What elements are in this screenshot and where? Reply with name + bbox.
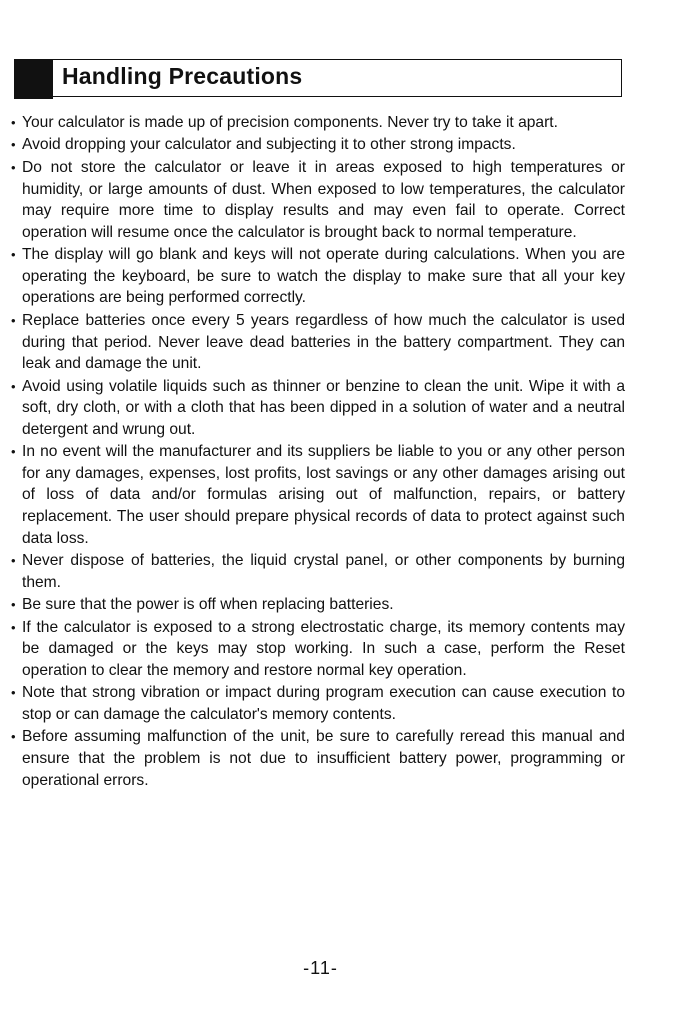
precaution-text: Be sure that the power is off when replacing batteries.	[22, 596, 394, 614]
precautions-list	[11, 112, 625, 792]
bullet-icon: •	[11, 312, 16, 328]
precaution-item	[11, 310, 625, 375]
bullet-icon: •	[11, 553, 16, 569]
section-title: Handling Precautions	[62, 63, 303, 89]
precaution-text: Before assuming malfunction of the unit, be sure to carefully reread this manual and ensure that the problem is not due to insufficient battery power, programming or operational errors.	[22, 728, 625, 789]
precaution-item	[11, 376, 625, 441]
precaution-text: Avoid dropping your calculator and subjecting it to other strong impacts.	[22, 136, 516, 154]
precaution-text: Note that strong vibration or impact during program execution can cause execution to stop or can damage the calculator's memory contents.	[22, 684, 625, 723]
precaution-item	[11, 441, 625, 549]
bullet-icon: •	[11, 729, 16, 745]
bullet-icon: •	[11, 159, 16, 175]
bullet-icon: •	[11, 597, 16, 613]
bullet-icon: •	[11, 137, 16, 153]
precaution-text: If the calculator is exposed to a strong electrostatic charge, its memory contents may be damaged or the keys may stop working. In such a case, perform the Reset operation to clear the memory and restore normal key operation.	[22, 618, 625, 679]
precaution-text: Avoid using volatile liquids such as thinner or benzine to clean the unit. Wipe it with a soft, dry cloth, or with a cloth that has been dipped in a solution of water and a neutral detergent and wrung out.	[22, 377, 625, 438]
precaution-item	[11, 550, 625, 593]
precaution-text: Replace batteries once every 5 years regardless of how much the calculator is used during that period. Never leave dead batteries in the battery compartment. They can leak and damage the unit.	[22, 311, 625, 373]
bullet-icon: •	[11, 444, 16, 460]
precaution-item	[11, 244, 625, 309]
precaution-text: Never dispose of batteries, the liquid crystal panel, or other components by burning them.	[22, 552, 625, 591]
precaution-text: The display will go blank and keys will not operate during calculations. When you are operating the keyboard, be sure to watch the display to make sure that all your key operations are being performed correctly.	[22, 246, 625, 307]
bullet-icon: •	[11, 247, 16, 263]
precaution-item	[11, 617, 625, 682]
precaution-text: In no event will the manufacturer and its suppliers be liable to you or any other person for any damages, expenses, lost profits, lost savings or any other damages arising out of loss of data and/or formulas arising out of malfunction, repairs, or battery replacement. The user should prepare physical records of data to protect against such data loss.	[22, 443, 625, 547]
precaution-item	[11, 682, 625, 725]
precaution-text: Your calculator is made up of precision components. Never try to take it apart.	[22, 114, 558, 131]
precaution-item	[11, 157, 625, 243]
precaution-text: Do not store the calculator or leave it in areas exposed to high temperatures or humidity, or large amounts of dust. When exposed to low temperatures, the calculator may require more time to display results and may even fail to operate. Correct operation will resume once the calculator is brought back to normal temperature.	[22, 158, 625, 241]
page-number: -11-	[303, 958, 338, 978]
bullet-icon: •	[11, 685, 16, 701]
precaution-item	[11, 112, 625, 134]
bullet-icon: •	[11, 619, 16, 635]
precaution-item	[11, 726, 625, 791]
bullet-icon: •	[11, 378, 16, 394]
header-marker-block	[14, 59, 53, 99]
precaution-item	[11, 134, 625, 156]
section-header	[14, 59, 622, 97]
bullet-icon: •	[11, 115, 16, 130]
precaution-item	[11, 594, 625, 616]
